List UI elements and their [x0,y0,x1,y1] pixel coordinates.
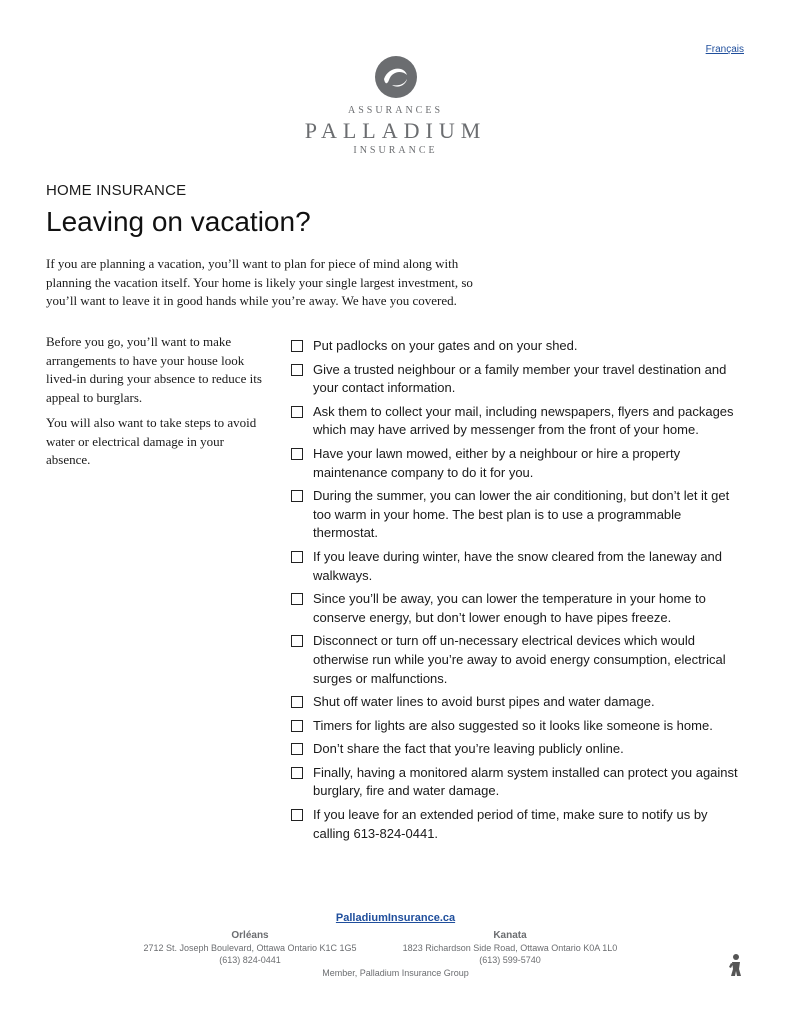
checklist-item-text: Ask them to collect your mail, including newspapers, flyers and packages which may have arrived by messenger from the front of your home. [313,403,734,438]
language-link-french[interactable]: Français [705,44,744,55]
checkbox[interactable] [291,635,303,647]
checklist-item-text: Shut off water lines to avoid burst pipes and water damage. [313,694,655,710]
checkbox[interactable] [291,767,303,779]
office-address: 2712 St. Joseph Boulevard, Ottawa Ontario K1C 1G5 [143,943,357,953]
logo-brand-text: PALLADIUM [304,118,487,143]
checklist-item-text: If you leave during winter, have the snow cleared from the laneway and walkways. [313,548,723,583]
office-phone: (613) 824-0441 [219,955,281,965]
section-kicker: HOME INSURANCE [46,182,187,199]
member-line: Member, Palladium Insurance Group [322,968,469,978]
person-figure-icon [728,953,744,977]
checkbox[interactable] [291,696,303,708]
checklist-item-text: Since you’ll be away, you can lower the temperature in your home to conserve energy, but don’t lower enough to have pipes freeze. [313,591,706,625]
checklist-item [291,487,741,543]
checklist-item [291,806,741,843]
checklist-item [291,445,741,482]
checkbox[interactable] [291,551,303,563]
checklist-item-text: Finally, having a monitored alarm system installed can protect you against burglary, fire and water damage. [313,764,738,799]
checklist-item [291,632,741,688]
office-phone: (613) 599-5740 [479,955,541,965]
office-address: 1823 Richardson Side Road, Ottawa Ontario K0A 1L0 [402,943,618,953]
checklist-item-text: Give a trusted neighbour or a family member your travel destination and your contact information. [313,361,727,396]
checklist-item-text: Don’t share the fact that you’re leaving publicly online. [313,741,624,757]
checklist-item-text: Have your lawn mowed, either by a neighbour or hire a property maintenance company to do it for you. [313,445,681,480]
checklist-item [291,548,741,585]
checkbox[interactable] [291,490,303,502]
checklist-item [291,740,741,759]
checkbox[interactable] [291,720,303,732]
office-name: Orléans [231,930,269,941]
checkbox[interactable] [291,448,303,460]
palladium-logo [0,55,791,156]
checklist-item-text: Timers for lights are also suggested so it looks like someone is home. [313,717,713,733]
checklist-item-text: Disconnect or turn off un-necessary electrical devices which would otherwise run while you’re away to avoid energy consumption, electrical surges or malfunctions. [313,633,726,686]
vacation-checklist [291,337,741,848]
checkbox[interactable] [291,593,303,605]
checkbox[interactable] [291,743,303,755]
checklist-item [291,693,741,712]
logo-assurances-text: ASSURANCES [347,105,444,116]
checklist-item-text: Put padlocks on your gates and on your shed. [313,338,578,353]
side-column [46,333,268,477]
checklist-item [291,717,741,736]
checklist-item [291,764,741,801]
checklist-item [291,403,741,440]
office-name: Kanata [493,930,527,941]
checklist-item [291,361,741,398]
logo-insurance-text: INSURANCE [353,145,438,156]
side-paragraph: You will also want to take steps to avoid water or electrical damage in your absence. [46,415,257,467]
checkbox[interactable] [291,364,303,376]
page-title: Leaving on vacation? [46,206,311,237]
checkbox[interactable] [291,809,303,821]
website-link[interactable]: PalladiumInsurance.ca [335,912,456,924]
intro-paragraph: If you are planning a vacation, you’ll want to plan for piece of mind along with planning the vacation itself. Your home is likely your single largest investment, so you’ll want to leave it in good hands while you’re away. We have you covered. [46,256,473,308]
checkbox[interactable] [291,406,303,418]
checklist-item-text: During the summer, you can lower the air conditioning, but don’t let it get too warm in your home. The best plan is to use a programmable thermostat. [313,488,730,541]
palladium-swirl-icon [374,55,418,99]
checklist-item [291,590,741,627]
office-orleans [125,930,375,966]
checkbox[interactable] [291,340,303,352]
checklist-item-text: If you leave for an extended period of time, make sure to notify us by calling 613-824-0441. [313,807,708,841]
side-paragraph: Before you go, you’ll want to make arrangements to have your house look lived-in during your absence to reduce its appeal to burglars. [46,334,262,405]
checklist-item [291,337,741,356]
office-kanata [385,930,635,966]
